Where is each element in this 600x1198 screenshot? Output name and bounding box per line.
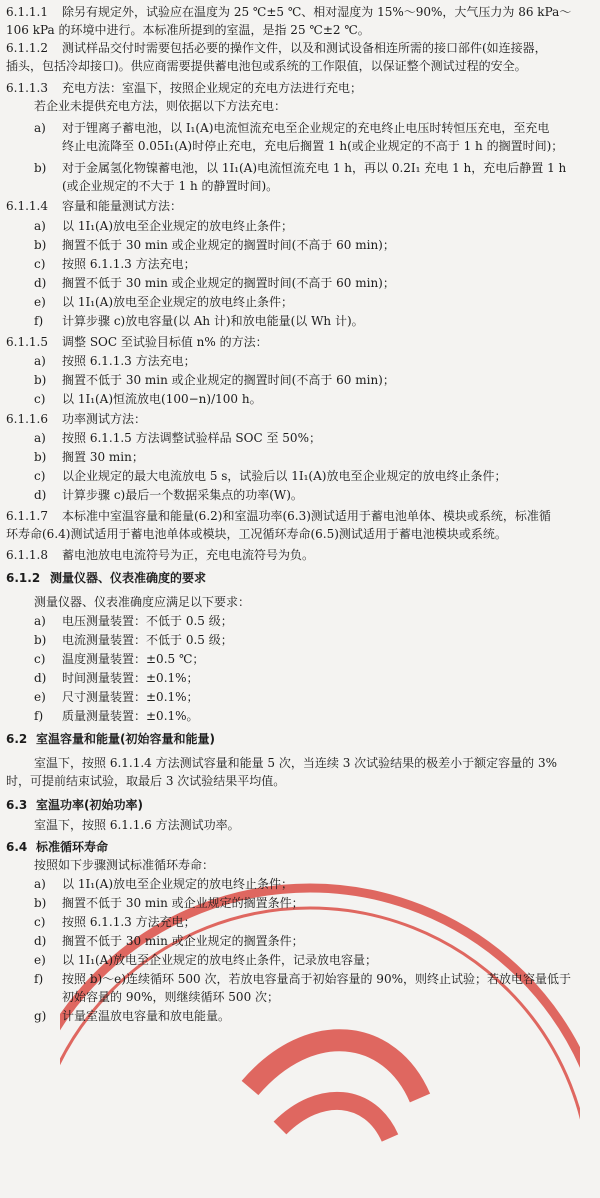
line-text: 按照 6.1.1.3 方法充电； (62, 915, 196, 929)
clause-number: a) (34, 877, 46, 891)
line-text: 标准循环寿命 (36, 840, 109, 854)
clause-number: c) (34, 469, 46, 483)
section-number: 6.2 (6, 732, 28, 746)
line-text: 本标准中室温容量和能量(6.2)和室温功率(6.3)测试适用于蓄电池单体、模块或系统，标准循 (62, 509, 551, 523)
line-text: 对于锂离子蓄电池，以 I₁(A)电流恒流充电至企业规定的充电终止电压时转恒压充电，至充电 (62, 121, 550, 135)
clause-number: a) (34, 121, 46, 135)
line-text: 搁置不低于 30 min 或企业规定的搁置条件； (62, 934, 304, 948)
line-text: 106 kPa 的环境中进行。本标准所提到的室温，是指 25 ℃±2 ℃。 (6, 23, 370, 37)
line-text: 电压测量装置：不低于 0.5 级； (62, 614, 233, 628)
line-text: 按照 6.1.1.5 方法调整试验样品 SOC 至 50%； (62, 431, 321, 445)
line-text: 以 1I₁(A)放电至企业规定的放电终止条件，记录放电容量； (62, 953, 378, 967)
line-text: 功率测试方法： (62, 412, 147, 426)
clause-number: d) (34, 671, 47, 685)
clause-number: 6.1.1.5 (6, 335, 48, 349)
line-text: 测量仪器、仪表准确度的要求 (50, 571, 207, 585)
line-text: 搁置 30 min； (62, 450, 144, 464)
line-text: 室温下，按照 6.1.1.4 方法测试容量和能量 5 次，当连续 3 次试验结果的极差小于额定容量的 3% (34, 756, 557, 770)
line-text: (或企业规定的不大于 1 h 的静置时间)。 (62, 179, 279, 193)
clause-number: f) (34, 314, 44, 328)
line-text: 测量仪器、仪表准确度应满足以下要求： (34, 595, 251, 609)
clause-number: c) (34, 392, 46, 406)
clause-number: b) (34, 373, 47, 387)
section-number: 6.4 (6, 840, 28, 854)
line-text: 按照 b)～e)连续循环 500 次，若放电容量高于初始容量的 90%，则终止试验；若放电容量低于 (62, 972, 571, 986)
line-text: 质量测量装置：±0.1%。 (62, 709, 199, 723)
line-text: 容量和能量测试方法： (62, 199, 183, 213)
line-text: 时，可提前结束试验，取最后 3 次试验结果平均值。 (6, 774, 286, 788)
line-text: 温度测量装置：±0.5 ℃； (62, 652, 205, 666)
clause-number: d) (34, 488, 47, 502)
clause-number: a) (34, 431, 46, 445)
clause-number: 6.1.1.2 (6, 41, 48, 55)
line-text: 充电方法：室温下，按照企业规定的充电方法进行充电； (62, 81, 363, 95)
clause-number: b) (34, 238, 47, 252)
clause-number: e) (34, 690, 46, 704)
clause-number: e) (34, 953, 46, 967)
line-text: 对于金属氢化物镍蓄电池，以 1I₁(A)电流恒流充电 1 h，再以 0.2I₁ 充电 1 h，充电后静置 1 h (62, 161, 567, 175)
clause-number: g) (34, 1009, 47, 1023)
line-text: 调整 SOC 至试验目标值 n% 的方法： (62, 335, 268, 349)
line-text: 以 1I₁(A)放电至企业规定的放电终止条件； (62, 219, 294, 233)
clause-number: f) (34, 972, 44, 986)
clause-number: a) (34, 614, 46, 628)
clause-number: e) (34, 295, 46, 309)
section-number: 6.3 (6, 798, 28, 812)
line-text: 插头，包括冷却接口)。供应商需要提供蓄电池包或系统的工作限值，以保证整个测试过程的安全。 (6, 59, 527, 73)
clause-number: 6.1.1.8 (6, 548, 48, 562)
clause-number: 6.1.1.7 (6, 509, 48, 523)
clause-number: a) (34, 219, 46, 233)
line-text: 以 1I₁(A)放电至企业规定的放电终止条件； (62, 877, 294, 891)
clause-number: 6.1.1.6 (6, 412, 48, 426)
clause-number: a) (34, 354, 46, 368)
line-text: 计算步骤 c)放电容量(以 Ah 计)和放电能量(以 Wh 计)。 (62, 314, 364, 328)
line-text: 电流测量装置：不低于 0.5 级； (62, 633, 233, 647)
clause-number: 6.1.1.1 (6, 5, 48, 19)
line-text: 搁置不低于 30 min 或企业规定的搁置条件； (62, 896, 304, 910)
line-text: 时间测量装置：±0.1%； (62, 671, 199, 685)
clause-number: c) (34, 915, 46, 929)
line-text: 搁置不低于 30 min 或企业规定的搁置时间(不高于 60 min)； (62, 373, 395, 387)
line-text: 尺寸测量装置：±0.1%； (62, 690, 199, 704)
line-text: 搁置不低于 30 min 或企业规定的搁置时间(不高于 60 min)； (62, 276, 395, 290)
line-text: 室温下，按照 6.1.1.6 方法测试功率。 (34, 818, 240, 832)
clause-number: c) (34, 257, 46, 271)
clause-number: 6.1.1.4 (6, 199, 48, 213)
line-text: 按照 6.1.1.3 方法充电； (62, 354, 196, 368)
line-text: 以 1I₁(A)恒流放电(100−n)/100 h。 (62, 392, 262, 406)
line-text: 搁置不低于 30 min 或企业规定的搁置时间(不高于 60 min)； (62, 238, 395, 252)
clause-number: 6.1.1.3 (6, 81, 48, 95)
clause-number: d) (34, 276, 47, 290)
line-text: 终止电流降至 0.05I₁(A)时停止充电，充电后搁置 1 h(或企业规定的不高于 1 h 的搁置时间)； (62, 139, 564, 153)
line-text: 以企业规定的最大电流放电 5 s，试验后以 1I₁(A)放电至企业规定的放电终止条件； (62, 469, 507, 483)
line-text: 初始容量的 90%，则继续循环 500 次； (62, 990, 280, 1004)
line-text: 除另有规定外，试验应在温度为 25 ℃±5 ℃、相对湿度为 15%～90%，大气压力为 86 kPa～ (62, 5, 572, 19)
clause-number: c) (34, 652, 46, 666)
line-text: 以 1I₁(A)放电至企业规定的放电终止条件； (62, 295, 294, 309)
line-text: 计量室温放电容量和放电能量。 (62, 1009, 231, 1023)
line-text: 蓄电池放电电流符号为正，充电电流符号为负。 (62, 548, 315, 562)
section-number: 6.1.2 (6, 571, 41, 585)
line-text: 室温功率(初始功率) (36, 798, 143, 812)
clause-number: b) (34, 896, 47, 910)
line-text: 按照如下步骤测试标准循环寿命： (34, 858, 215, 872)
line-text: 测试样品交付时需要包括必要的操作文件，以及和测试设备相连所需的接口部件(如连接器， (62, 41, 547, 55)
clause-number: b) (34, 161, 47, 175)
line-text: 若企业未提供充电方法，则依据以下方法充电： (34, 99, 287, 113)
line-text: 室温容量和能量(初始容量和能量) (36, 732, 215, 746)
clause-number: f) (34, 709, 44, 723)
clause-number: b) (34, 633, 47, 647)
line-text: 环寿命(6.4)测试适用于蓄电池单体或模块，工况循环寿命(6.5)测试适用于蓄电池模块或系统。 (6, 527, 507, 541)
line-text: 按照 6.1.1.3 方法充电； (62, 257, 196, 271)
line-text: 计算步骤 c)最后一个数据采集点的功率(W)。 (62, 488, 303, 502)
clause-number: d) (34, 934, 47, 948)
clause-number: b) (34, 450, 47, 464)
